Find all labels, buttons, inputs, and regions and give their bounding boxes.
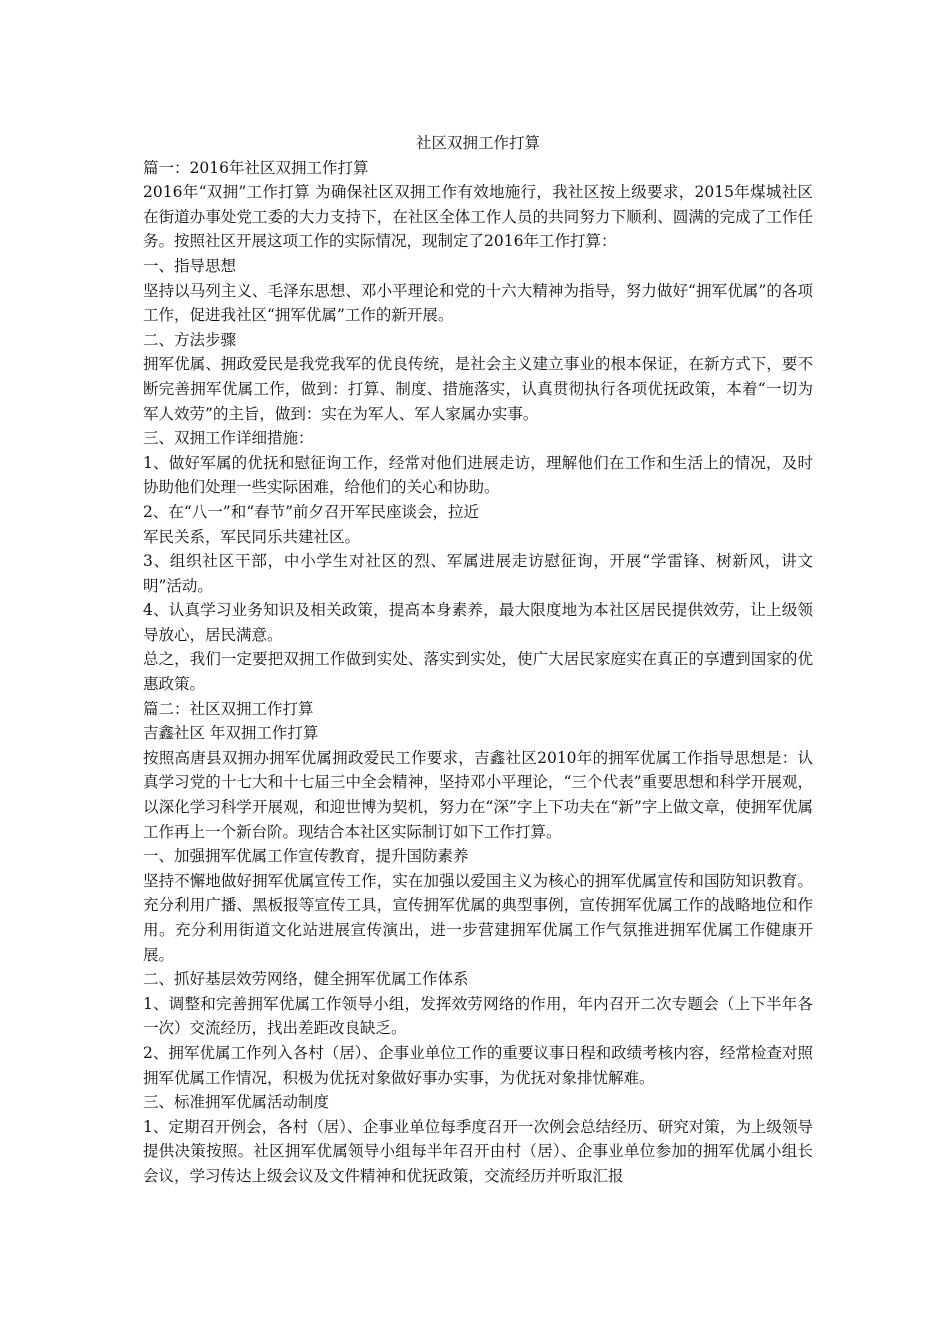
paragraph: 三、标准拥军优属活动制度 [143, 1093, 330, 1112]
paragraph: 1、定期召开例会，各村（居）、企事业单位每季度召开一次例会总结经历、研究对策，为上级领导提供决策按照。社区拥军优属领导小组每半年召开由村（居）、企事业单位参加的拥军优属小组长会议，学习传达上级会议及文件精神和优抚政策，交流经历并听取汇报 [143, 1117, 813, 1185]
paragraph: 吉鑫社区 年双拥工作打算 [143, 724, 319, 743]
paragraph: 二、方法步骤 [143, 330, 237, 349]
paragraph: 篇二：社区双拥工作打算 [143, 699, 314, 718]
paragraph: 3、组织社区干部，中小学生对社区的烈、军属进展走访慰征询，开展“学雷锋、树新风，讲文明”活动。 [143, 552, 813, 595]
paragraph: 4、认真学习业务知识及相关政策，提高本身素养，最大限度地为本社区居民提供效劳，让上级领导放心，居民满意。 [143, 601, 813, 644]
paragraph: 拥军优属、拥政爱民是我党我军的优良传统，是社会主义建立事业的根本保证，在新方式下，要不断完善拥军优属工作，做到：打算、制度、措施落实，认真贯彻执行各项优抚政策，本着“一切为军人效劳”的主旨，做到：实在为军人、军人家属办实事。 [143, 355, 813, 423]
paragraph: 二、抓好基层效劳网络，健全拥军优属工作体系 [143, 970, 469, 989]
paragraph: 1、调整和完善拥军优属工作领导小组，发挥效劳网络的作用，年内召开二次专题会（上下半年各一次）交流经历，找出差距改良缺乏。 [143, 994, 813, 1038]
paragraph: 坚持以马列主义、毛泽东思想、邓小平理论和党的十六大精神为指导，努力做好“拥军优属”的各项工作，促进我社区“拥军优属”工作的新开展。 [143, 281, 813, 325]
paragraph: 总之，我们一定要把双拥工作做到实处、落实到实处，使广大居民家庭实在真正的享遭到国家的优惠政策。 [143, 650, 813, 694]
paragraph: 篇一：2016年社区双拥工作打算 [143, 158, 369, 177]
paragraph: 一、加强拥军优属工作宣传教育，提升国防素养 [143, 847, 469, 866]
paragraph: 一、指导思想 [143, 256, 237, 275]
paragraph: 1、做好军属的优抚和慰征询工作，经常对他们进展走访，理解他们在工作和生活上的情况，及时协助他们处理一些实际困难，给他们的关心和协助。 [143, 453, 813, 497]
paragraph: 2016年“双拥”工作打算 为确保社区双拥工作有效地施行，我社区按上级要求，2015年煤城社区在街道办事处党工委的大力支持下，在社区全体工作人员的共同努力下顺利、圆满的完成了工作任务。按照社区开展这项工作的实际情况，现制定了2016年工作打算： [143, 183, 813, 251]
paragraph: 三、双拥工作详细措施： [143, 429, 314, 448]
paragraph: 坚持不懈地做好拥军优属宣传工作，实在加强以爱国主义为核心的拥军优属宣传和国防知识教育。充分利用广播、黑板报等宣传工具，宣传拥军优属的典型事例，宣传拥军优属工作的战略地位和作用。充分利用街道文化站进展宣传演出，进一步营建拥军优属工作气氛推进拥军优属工作健康开展。 [143, 871, 813, 964]
document-body [143, 156, 813, 1189]
paragraph: 军民关系，军民同乐共建社区。 [143, 527, 361, 546]
document-title: 社区双拥工作打算 [415, 134, 540, 152]
paragraph: 2、拥军优属工作列入各村（居）、企事业单位工作的重要议事日程和政绩考核内容，经常检查对照拥军优属工作情况，积极为优抚对象做好事办实事，为优抚对象排忧解难。 [143, 1043, 813, 1087]
paragraph: 2、在“八一”和“春节”前夕召开军民座谈会，拉近 [143, 502, 480, 521]
paragraph: 按照高唐县双拥办拥军优属拥政爱民工作要求，吉鑫社区2010年的拥军优属工作指导思想是：认真学习党的十七大和十七届三中全会精神，坚持邓小平理论，“三个代表”重要思想和科学开展观，以深化学习科学开展观，和迎世博为契机，努力在“深”字上下功夫在“新”字上做文章，使拥军优属工作再上一个新台阶。现结合本社区实际制订如下工作打算。 [143, 748, 813, 841]
document-page [143, 131, 813, 1189]
